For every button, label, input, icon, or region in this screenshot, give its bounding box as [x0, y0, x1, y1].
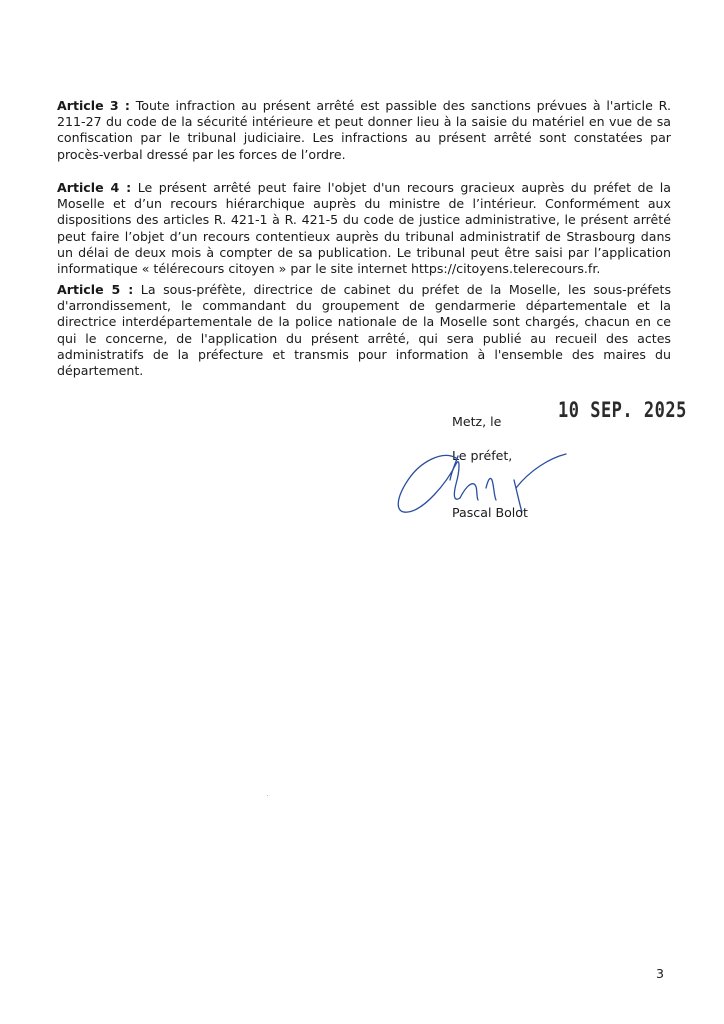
- signer-title: Le préfet,: [452, 448, 513, 463]
- article-3-label: Article 3 :: [57, 98, 130, 113]
- article-5-label: Article 5 :: [57, 282, 134, 297]
- article-4-label: Article 4 :: [57, 180, 132, 195]
- page-number: 3: [656, 966, 665, 981]
- article-5-text: La sous-préfète, directrice de cabinet du préfet de la Moselle, les sous-préfets d'arrondissement, le commandant du groupement de gendarmerie départementale et la directrice interdépartementale de la police nationale de la Moselle sont chargés, chacun en ce qui le concerne, de l'application du présent arrêté, qui sera publié au recueil des actes administratifs de la préfecture et transmis pour information à l'ensemble des maires du département.: [57, 282, 672, 379]
- signing-place: Metz, le: [452, 414, 502, 429]
- scan-speck: [267, 795, 268, 796]
- article-3: [57, 98, 671, 163]
- date-stamp: 10 SEP. 2025: [558, 398, 687, 423]
- article-4-text: Le présent arrêté peut faire l'objet d'un recours gracieux auprès du préfet de la Moselle et d’un recours hiérarchique auprès du ministre de l’intérieur. Conformément aux dispositions des articles R. 421-1 à R. 421-5 du code de justice administrative, le présent arrêté peut faire l’objet d’un recours contentieux auprès du tribunal administratif de Strasbourg dans un délai de deux mois à compter de sa publication. Le tribunal peut être saisi par l’application informatique « télérecours citoyen » par le site internet https://citoyens.telerecours.fr.: [57, 180, 672, 277]
- article-4: [57, 180, 671, 277]
- article-5: [57, 282, 671, 379]
- article-3-text: Toute infraction au présent arrêté est passible des sanctions prévues à l'article R. 211-27 du code de la sécurité intérieure et peut donner lieu à la saisie du matériel en vue de sa confiscation par le tribunal judiciaire. Les infractions au présent arrêté sont constatées par procès-verbal dressé par les forces de l’ordre.: [57, 98, 671, 162]
- signer-name: Pascal Bolot: [452, 505, 528, 520]
